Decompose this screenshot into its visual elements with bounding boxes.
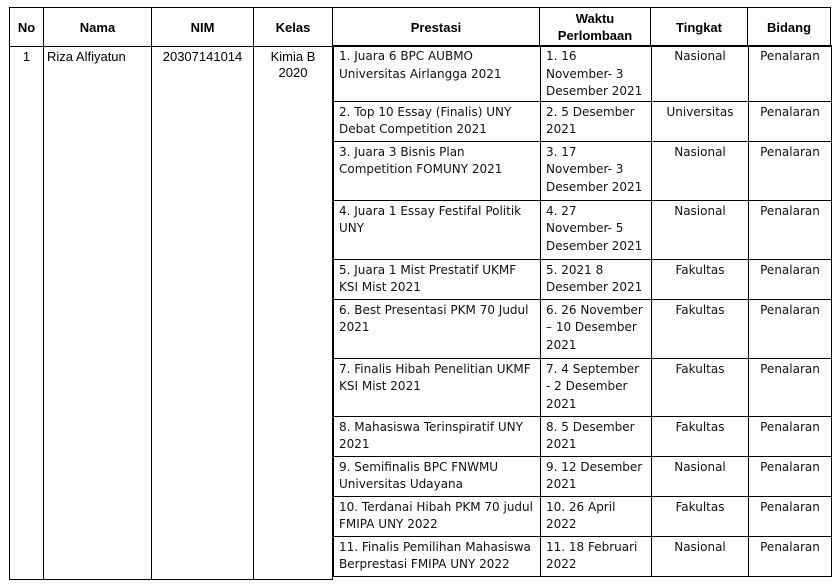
- tingkat-cell: Universitas: [652, 101, 749, 141]
- tingkat-cell: Fakultas: [652, 259, 749, 299]
- waktu-cell: 4. 27 November- 5 Desember 2021: [541, 200, 652, 259]
- prestasi-cell: 11. Finalis Pemilihan Mahasiswa Berprestasi FMIPA UNY 2022: [334, 536, 541, 576]
- header-no: No: [10, 8, 44, 47]
- waktu-cell: 9. 12 Desember 2021: [541, 456, 652, 496]
- waktu-cell: 5. 2021 8 Desember 2021: [541, 259, 652, 299]
- bidang-cell: Penalaran: [749, 416, 832, 456]
- header-bidang: Bidang: [748, 8, 831, 47]
- header-prestasi: Prestasi: [333, 8, 540, 47]
- bidang-cell: Penalaran: [749, 141, 832, 200]
- prestasi-cell: 9. Semifinalis BPC FNWMU Universitas Udayana: [334, 456, 541, 496]
- header-waktu: Waktu Perlombaan: [540, 8, 651, 47]
- prestasi-cell: 2. Top 10 Essay (Finalis) UNY Debat Competition 2021: [334, 101, 541, 141]
- header-nama: Nama: [44, 8, 152, 47]
- bidang-cell: Penalaran: [749, 456, 832, 496]
- table-row: [334, 101, 832, 141]
- table-row: [334, 259, 832, 299]
- table-row: [334, 536, 832, 576]
- table-row: [334, 416, 832, 456]
- waktu-cell: 11. 18 Februari 2022: [541, 536, 652, 576]
- bidang-cell: Penalaran: [749, 358, 832, 416]
- tingkat-cell: Nasional: [652, 536, 749, 576]
- waktu-cell: 3. 17 November- 3 Desember 2021: [541, 141, 652, 200]
- table-row: [334, 46, 832, 102]
- waktu-cell: 10. 26 April 2022: [541, 496, 652, 536]
- table-row: [334, 200, 832, 259]
- tingkat-cell: Fakultas: [652, 299, 749, 358]
- table-row: [334, 358, 832, 416]
- tingkat-cell: Fakultas: [652, 416, 749, 456]
- waktu-cell: 7. 4 September - 2 Desember 2021: [541, 358, 652, 416]
- table-row: [334, 496, 832, 536]
- table-row: [334, 456, 832, 496]
- prestasi-cell: 5. Juara 1 Mist Prestatif UKMF KSI Mist 2021: [334, 259, 541, 299]
- header-tingkat: Tingkat: [651, 8, 748, 47]
- tingkat-cell: Fakultas: [652, 496, 749, 536]
- tingkat-cell: Nasional: [652, 200, 749, 259]
- waktu-cell: 2. 5 Desember 2021: [541, 101, 652, 141]
- prestasi-cell: 8. Mahasiswa Terinspiratif UNY 2021: [334, 416, 541, 456]
- student-nama: Riza Alfiyatun: [44, 45, 152, 579]
- waktu-cell: 1. 16 November- 3 Desember 2021: [541, 46, 652, 102]
- bidang-cell: Penalaran: [749, 299, 832, 358]
- table-row: [334, 299, 832, 358]
- prestasi-cell: 6. Best Presentasi PKM 70 Judul 2021: [334, 299, 541, 358]
- student-info: [9, 45, 333, 580]
- tingkat-cell: Fakultas: [652, 358, 749, 416]
- header-kelas: Kelas: [254, 8, 333, 47]
- prestasi-cell: 1. Juara 6 BPC AUBMO Universitas Airlangga 2021: [334, 46, 541, 102]
- prestasi-cell: 10. Terdanai Hibah PKM 70 judul FMIPA UNY 2022: [334, 496, 541, 536]
- bidang-cell: Penalaran: [749, 496, 832, 536]
- bidang-cell: Penalaran: [749, 200, 832, 259]
- prestasi-cell: 7. Finalis Hibah Penelitian UKMF KSI Mist 2021: [334, 358, 541, 416]
- header-nim: NIM: [152, 8, 254, 47]
- tingkat-cell: Nasional: [652, 456, 749, 496]
- waktu-cell: 8. 5 Desember 2021: [541, 416, 652, 456]
- header-row: [10, 8, 831, 47]
- student-kelas: Kimia B 2020: [254, 45, 333, 579]
- prestasi-cell: 3. Juara 3 Bisnis Plan Competition FOMUNY 2021: [334, 141, 541, 200]
- table-row: [334, 141, 832, 200]
- waktu-cell: 6. 26 November – 10 Desember 2021: [541, 299, 652, 358]
- bidang-cell: Penalaran: [749, 101, 832, 141]
- prestasi-cell: 4. Juara 1 Essay Festifal Politik UNY: [334, 200, 541, 259]
- table-header: [9, 7, 831, 47]
- student-nim: 20307141014: [152, 45, 254, 579]
- bidang-cell: Penalaran: [749, 46, 832, 102]
- student-no: 1: [10, 45, 44, 579]
- achievements-list: [333, 45, 832, 577]
- bidang-cell: Penalaran: [749, 536, 832, 576]
- tingkat-cell: Nasional: [652, 141, 749, 200]
- tingkat-cell: Nasional: [652, 46, 749, 102]
- bidang-cell: Penalaran: [749, 259, 832, 299]
